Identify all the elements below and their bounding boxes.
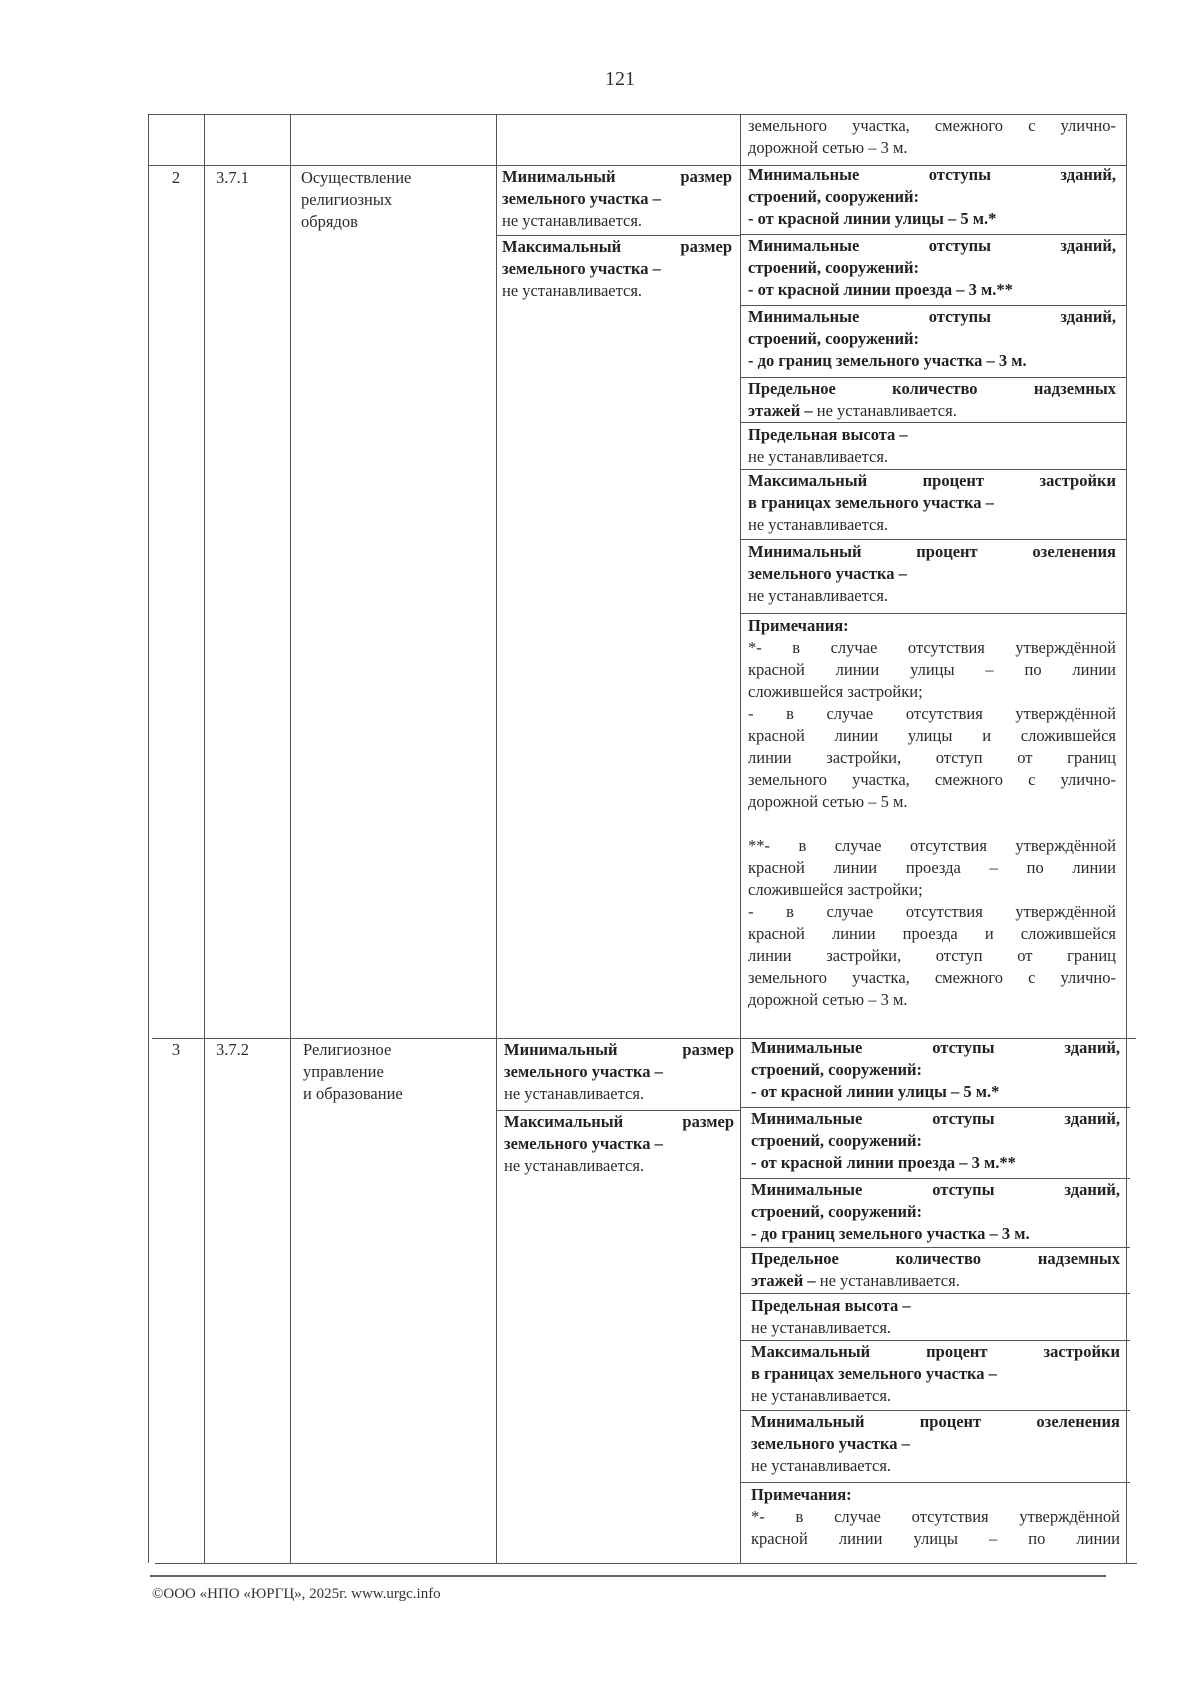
cell-divider (740, 1482, 1130, 1483)
row-name (301, 167, 491, 233)
text-line (748, 235, 1116, 257)
text-line (751, 1363, 1120, 1385)
note-line: сложившейся застройки; (748, 880, 923, 899)
param-text: не устанавливается. (751, 1318, 892, 1337)
min-size-cell (502, 166, 732, 232)
param-text: - до границ земельного участка – 3 м. (748, 351, 1027, 370)
param-text: Максимальный процент застройки (751, 1342, 1120, 1361)
text-line (748, 328, 1116, 350)
param-text: - до границ земельного участка – 3 м. (751, 1224, 1030, 1243)
param-text: Минимальный процент озеленения (751, 1412, 1120, 1431)
param-value: не устанавливается. (504, 1084, 645, 1103)
carry-over-line: дорожной сетью – 3 м. (748, 138, 908, 157)
param-cell (751, 1037, 1120, 1103)
text-line (748, 279, 1116, 301)
param-cell (751, 1341, 1120, 1407)
footer-rule (150, 1575, 1106, 1577)
param-cell (748, 235, 1116, 301)
col-border (740, 114, 741, 1563)
text-line (751, 1059, 1120, 1081)
carry-over-cell (748, 115, 1116, 159)
param-text: строений, сооружений: (748, 329, 920, 348)
param-text: - от красной линии улицы – 5 м.* (748, 209, 997, 228)
text-line (751, 1484, 1120, 1506)
note-line: земельного участка, смежного с улично- (748, 770, 1116, 789)
param-text: в границах земельного участка – (748, 493, 994, 512)
text-line (504, 1133, 734, 1155)
text-line (751, 1179, 1120, 1201)
param-cell (751, 1411, 1120, 1477)
text-line (502, 236, 732, 258)
note-line: - в случае отсутствия утверждённой (748, 704, 1116, 723)
note-line: красной линии проезда и сложившейся (748, 924, 1116, 943)
text-line (504, 1111, 734, 1133)
note-line: сложившейся застройки; (748, 682, 923, 701)
param-label: земельного участка – (504, 1062, 663, 1081)
col-border (148, 114, 149, 1563)
param-text: - от красной линии проезда – 3 м.** (751, 1153, 1016, 1172)
text-line (751, 1130, 1120, 1152)
note-line: - в случае отсутствия утверждённой (748, 902, 1116, 921)
cell-divider (740, 422, 1126, 423)
notes-cell (751, 1484, 1120, 1550)
note-line: дорожной сетью – 5 м. (748, 792, 908, 811)
param-text: строений, сооружений: (748, 258, 920, 277)
param-text: земельного участка – (748, 564, 907, 583)
text-line (748, 208, 1116, 230)
note-line: красной линии улицы – по линии (751, 1529, 1120, 1548)
param-text: Предельная высота – (751, 1296, 911, 1315)
param-label: Минимальный размер (504, 1040, 734, 1059)
cell-divider (740, 1293, 1130, 1294)
carry-over-line: земельного участка, смежного с улично- (748, 116, 1116, 135)
param-text: в границах земельного участка – (751, 1364, 997, 1383)
note-line: дорожной сетью – 3 м. (748, 990, 908, 1009)
text-line (751, 1411, 1120, 1433)
col-border (204, 114, 205, 1563)
param-text: не устанавливается. (748, 586, 889, 605)
param-text: этажей – (751, 1271, 816, 1290)
note-line: *- в случае отсутствия утверждённой (751, 1507, 1120, 1526)
param-cell (748, 424, 1116, 468)
note-line: красной линии проезда – по линии (748, 858, 1116, 877)
param-text: не устанавливается. (748, 447, 889, 466)
param-cell (751, 1248, 1120, 1292)
text-line (751, 1037, 1120, 1059)
param-text: Минимальный процент озеленения (748, 542, 1116, 561)
param-text: не устанавливается. (751, 1386, 892, 1405)
name-line: Религиозное (303, 1040, 392, 1059)
text-line (748, 257, 1116, 279)
row-index: 2 (171, 168, 181, 187)
param-cell (748, 378, 1116, 422)
param-text: этажей – (748, 401, 813, 420)
col-border (290, 114, 291, 1563)
text-line (751, 1433, 1120, 1455)
param-text: Предельная высота – (748, 425, 908, 444)
param-label: Максимальный размер (504, 1112, 734, 1131)
min-size-cell (504, 1039, 734, 1105)
notes-title: Примечания: (751, 1485, 852, 1504)
text-line (748, 400, 1116, 422)
text-line (751, 1295, 1120, 1317)
param-text: не устанавливается. (748, 515, 889, 534)
text-line (504, 1061, 734, 1083)
param-label: земельного участка – (502, 259, 661, 278)
max-size-cell (504, 1111, 734, 1177)
text-line (502, 166, 732, 188)
param-label: Минимальный размер (502, 167, 732, 186)
param-text: Минимальные отступы зданий, (751, 1109, 1120, 1128)
param-text: Минимальные отступы зданий, (748, 307, 1116, 326)
param-text: - от красной линии проезда – 3 м.** (748, 280, 1013, 299)
param-text: Минимальные отступы зданий, (748, 165, 1116, 184)
param-value: не устанавливается. (502, 281, 643, 300)
max-size-cell (502, 236, 732, 302)
param-cell (748, 470, 1116, 536)
text-line (751, 1152, 1120, 1174)
param-cell (751, 1295, 1120, 1339)
cell-divider (740, 539, 1126, 540)
name-line: Осуществление (301, 168, 412, 187)
param-text: Максимальный процент застройки (748, 471, 1116, 490)
row-code: 3.7.1 (216, 168, 249, 187)
page-number: 121 (605, 68, 635, 90)
param-value: не устанавливается. (502, 211, 643, 230)
text-line (748, 492, 1116, 514)
param-cell (748, 541, 1116, 607)
row-index: 3 (171, 1040, 181, 1059)
param-text: Минимальные отступы зданий, (748, 236, 1116, 255)
row-name (303, 1039, 493, 1105)
row-code: 3.7.2 (216, 1040, 249, 1059)
text-line (748, 615, 1116, 637)
cell-divider (740, 613, 1126, 614)
param-text: строений, сооружений: (751, 1131, 923, 1150)
text-line (748, 378, 1116, 400)
param-text: строений, сооружений: (748, 187, 920, 206)
footer-copyright: ©ООО «НПО «ЮРГЦ», 2025г. www.urgc.info (152, 1586, 441, 1602)
text-line (502, 258, 732, 280)
param-cell (748, 306, 1116, 372)
text-line (751, 1270, 1120, 1292)
name-line: обрядов (301, 212, 358, 231)
text-line (751, 1248, 1120, 1270)
note-line: земельного участка, смежного с улично- (748, 968, 1116, 987)
note-line: красной линии улицы и сложившейся (748, 726, 1116, 745)
note-line: красной линии улицы – по линии (748, 660, 1116, 679)
name-line: и образование (303, 1084, 403, 1103)
param-cell (748, 164, 1116, 230)
note-line: линии застройки, отступ от границ (748, 748, 1116, 767)
param-text: строений, сооружений: (751, 1060, 923, 1079)
param-text: не устанавливается. (751, 1456, 892, 1475)
text-line (748, 541, 1116, 563)
param-text: не устанавливается. (812, 401, 957, 420)
text-line (748, 470, 1116, 492)
text-line (748, 350, 1116, 372)
text-line (748, 306, 1116, 328)
param-label: земельного участка – (504, 1134, 663, 1153)
text-line (751, 1201, 1120, 1223)
note-line: **- в случае отсутствия утверждённой (748, 836, 1116, 855)
param-text: Минимальные отступы зданий, (751, 1038, 1120, 1057)
text-line (748, 186, 1116, 208)
param-value: не устанавливается. (504, 1156, 645, 1175)
text-line (751, 1341, 1120, 1363)
col-border (1126, 114, 1127, 1563)
text-line (502, 188, 732, 210)
text-line (751, 1081, 1120, 1103)
param-label: Максимальный размер (502, 237, 732, 256)
param-text: - от красной линии улицы – 5 м.* (751, 1082, 1000, 1101)
note-line (748, 813, 1116, 835)
param-text: строений, сооружений: (751, 1202, 923, 1221)
name-line: управление (303, 1062, 384, 1081)
param-text: земельного участка – (751, 1434, 910, 1453)
param-text: не устанавливается. (815, 1271, 960, 1290)
name-line: религиозных (301, 190, 393, 209)
notes-cell (748, 615, 1116, 1011)
param-text: Предельное количество надземных (748, 379, 1116, 398)
note-line: линии застройки, отступ от границ (748, 946, 1116, 965)
note-line: *- в случае отсутствия утверждённой (748, 638, 1116, 657)
param-cell (751, 1179, 1120, 1245)
text-line (504, 1039, 734, 1061)
text-line (751, 1108, 1120, 1130)
table-bottom-border (155, 1563, 1137, 1564)
param-text: Предельное количество надземных (751, 1249, 1120, 1268)
text-line (751, 1223, 1120, 1245)
text-line (748, 424, 1116, 446)
param-cell (751, 1108, 1120, 1174)
param-label: земельного участка – (502, 189, 661, 208)
notes-title: Примечания: (748, 616, 849, 635)
text-line (748, 164, 1116, 186)
param-text: Минимальные отступы зданий, (751, 1180, 1120, 1199)
col-border (496, 114, 497, 1563)
text-line (748, 563, 1116, 585)
